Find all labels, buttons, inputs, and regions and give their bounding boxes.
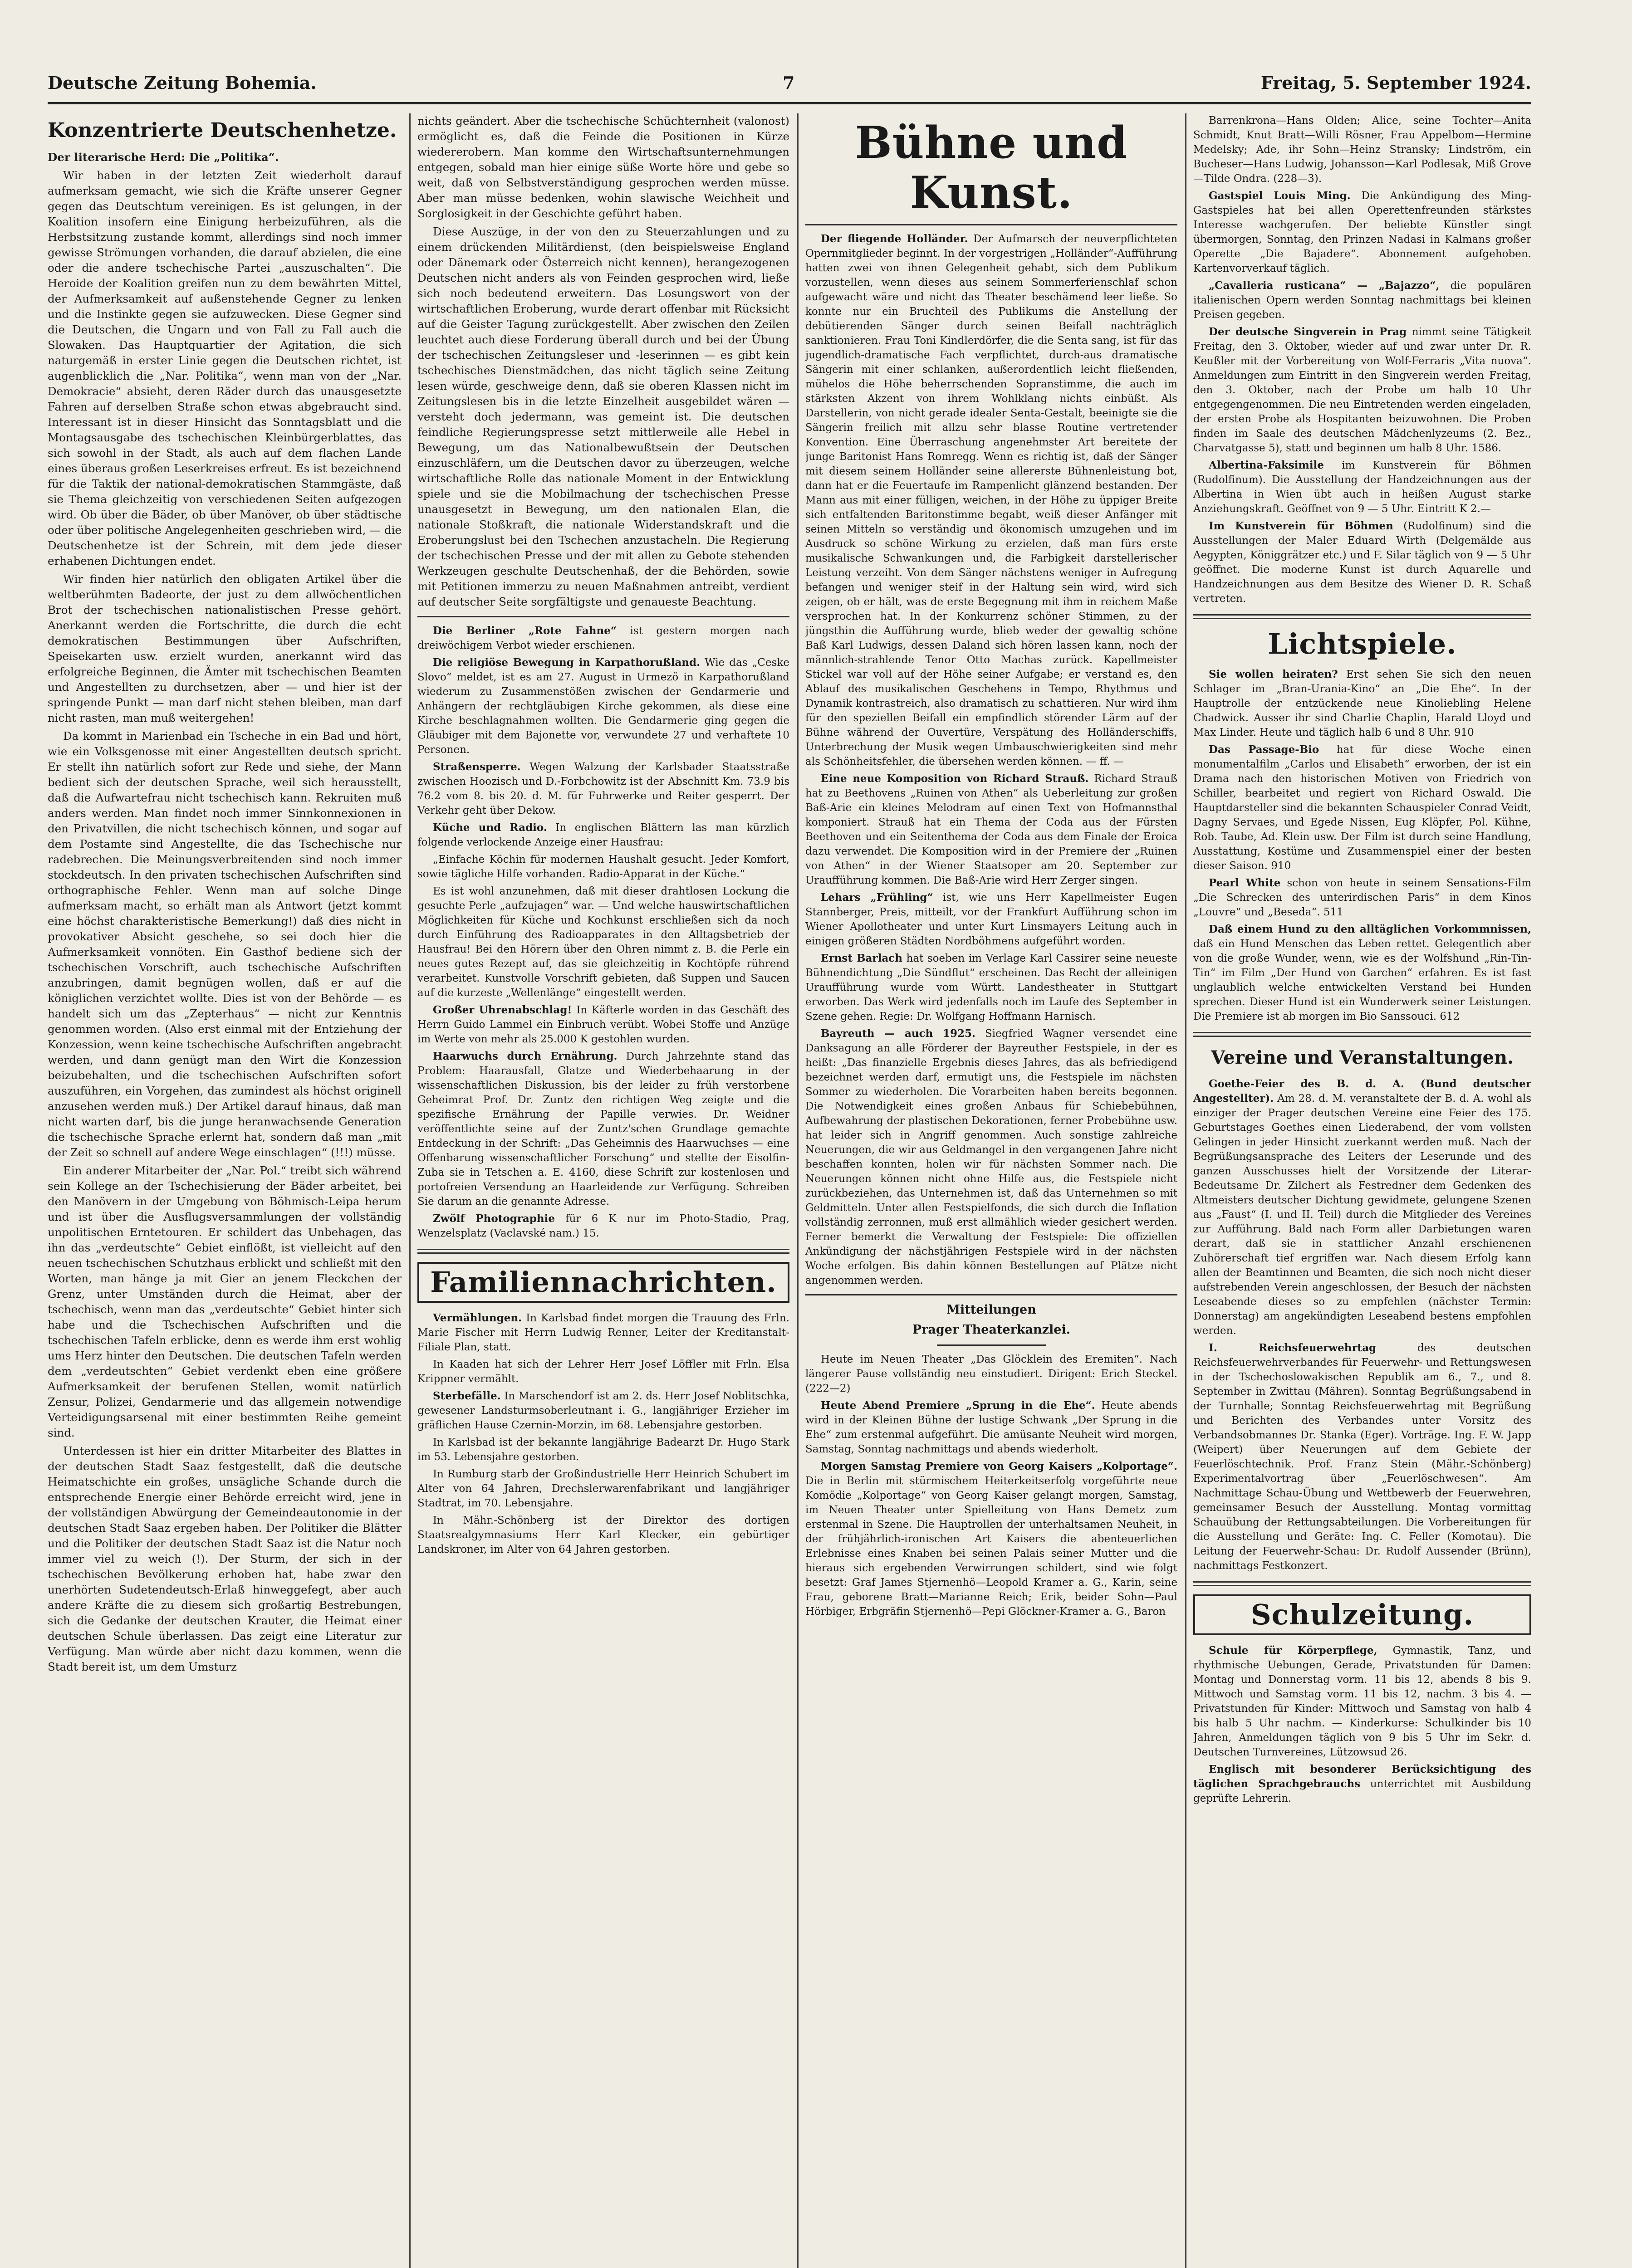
notice-paragraph (417, 1389, 789, 1432)
notice-lead: Daß einem Hund zu den alltäglichen Vorkommnissen, (1209, 923, 1531, 935)
masthead-title: Deutsche Zeitung Bohemia. (48, 73, 317, 93)
vereine-heading: Vereine und Veranstaltungen. (1211, 1047, 1514, 1068)
notice-text: schon von heute in seinem Sensations-Film „Die Schrecken des unterirdischen Paris“ in dem Kinos „Louvre“ und „Beseda“. 511 (1193, 877, 1531, 918)
notice-paragraph (805, 772, 1177, 888)
notice-paragraph (417, 884, 789, 1000)
notice-lead: Morgen Samstag Premiere von Georg Kaisers „Kolportage“. (821, 1460, 1177, 1472)
family-news-heading: Familiennachrichten. (417, 1262, 789, 1303)
notice-text: Durch Jahrzehnte stand das Problem: Haarausfall, Glatze und Wiederbehaarung in der wissenschaftlichen Diskussion, bis der leider zu früh verstorbene Geheimrat Prof. Dr. Zuntz den richtigen Weg zeigte und die spezifische Ernährung der Papille verwies. Dr. Weidner veröffentlichte seine auf der Zuntz'schen Grundlage gemachte Entdeckung in der Schrift: „Das Geheimnis des Haarwuchses — eine Offenbarung wissenschaftlicher Forschung“ und stellte der Eisolfin-Zuba sie in Tetschen a. E. 4160, diese Schrift zur kostenlosen und portofreien Versendung an Haarleidende zur Verfügung. Schreiben Sie darum an die genannte Adresse. (417, 1051, 789, 1207)
theatre-announcements-cont (1193, 113, 1531, 606)
notice-paragraph (805, 232, 1177, 769)
column-3 (805, 113, 1177, 2268)
notice-paragraph (1193, 1762, 1531, 1806)
notice-paragraph (417, 655, 789, 757)
notice-paragraph (1193, 279, 1531, 322)
notice-text: hat für diese Woche einen monumentalfilm „Carlos und Elisabeth“ erworben, der ist ein Drama nach den historischen Motiven von Friedrich von Schiller, bearbeitet und regiert von Richard Oswald. Die Hauptdarsteller sind die bekannten Schauspieler Conrad Veidt, Dagny Servaes, und Egede Nissen, Eug Klöpfer, Pol. Kühne, Rob. Taube, Ad. Klein usw. Der Film ist durch seine Handlung, Ausstattung, Kostüme und Zusammenspiel einer der besten dieser Saison. 910 (1193, 744, 1531, 872)
notice-text: nimmt seine Tätigkeit Freitag, den 3. Oktober, wieder auf und zwar unter Dr. R. Keußler mit der Vorbereitung von Wolf-Ferraris „Vita nuova“. Anmeldungen zum Eintritt in den Singverein werden Freitag, den 3. Oktober, nach der Probe um halb 10 Uhr entgegengenommen. Die neu Eintretenden werden eingeladen, der ersten Probe als Hospitanten beizuwohnen. Die Proben finden im Saale des deutschen Mädchenlyzeums (2. Bez., Charvatgasse 5), statt und beginnen um halb 8 Uhr. 1586. (1193, 326, 1531, 454)
article-paragraph: Da kommt in Marienbad ein Tscheche in ein Bad und hört, wie ein Volksgenosse mit einer Angestellten deutsch spricht. Er stellt ihn natürlich sofort zur Rede und siehe, der Mann bedient sich der deutschen Sprache, weil sich herausstellt, daß die Aufwartefrau nicht tschechisch kann. Rekruiten muß anders werden. Man findet noch immer Sinnkonnexionen in den Privatvillen, die nicht tschechisch können, und sogar auf dem Postamte sind Angestellte, die das Tschechische nur radebrechen. Die Meinungsverbreitenden sind noch immer stockdeutsch. In den privaten tschechischen Aufschriften sind orthographische Fehler. Wenn man auf solche Dinge aufmerksam macht, so erhält man als Antwort (jetzt kommt eine höchst charakteristische Bemerkung!) daß dies nicht in provokativer Absicht geschehe, so sei doch hier die Aufmerksamkeit vonnöten. Ein Gasthof bediene sich der tschechischen Vorschrift, auch tschechische Aufschriften anzubringen, damit begnügen wollen, daß er auf die königlichen verzichtet wollte. Dies ist von der Behörde — es handelt sich um das „Zepterhaus“ — nicht zur Kenntnis genommen worden. (Also erst einmal mit der Entziehung der Konzession, wenn keine tschechische Aufschriften angebracht werden, und dann genügt man den Wirt die Konzession beizubehalten, und die tschechischen Aufschriften sofort auszuführen, ein Vorgehen, das zumindest als höchst originell anzusehen werden muß.) Der Artikel darauf hinaus, daß man nicht warten darf, bis die junge heranwachsende Generation die tschechische Sprache erlernt hat, sondern daß man „mit der Zeit so schnell auf andere Wege einschlagen“ (!!!) müsse. (48, 729, 402, 1159)
notice-lead: Straßensperre. (433, 761, 521, 773)
notice-lead: Haarwuchs durch Ernährung. (433, 1050, 618, 1062)
notice-lead: „Cavalleria rusticana“ — „Bajazzo“, (1209, 279, 1440, 292)
prager-theaterkanzlei-heading: Prager Theaterkanzlei. (912, 1323, 1071, 1337)
notice-text: In Käfterle worden in das Geschäft des Herrn Guido Lammel ein Einbruch verübt. Wobei Stoffe und Anzüge im Werte von mehr als 25.000 K gestohlen wurden. (417, 1004, 789, 1045)
page-number: 7 (783, 73, 795, 93)
notice-text: In Karlsbad ist der bekannte langjährige Badearzt Dr. Hugo Stark im 53. Lebensjahre gestorben. (417, 1437, 789, 1463)
notice-paragraph (805, 1398, 1177, 1457)
article-paragraph: Ein anderer Mitarbeiter der „Nar. Pol.“ treibt sich während sein Kollege an der Tschechisierung der Bäder arbeitet, bei den Manövern in der Umgebung von Böhmisch-Leipa herum und ist über die Ausflugsversammlungen der vollständig unpolitischen Erntetouren. Er schildert das Unbehagen, das ihn das „verdeutschte“ Gebiet einflößt, ist vielleicht auf den neuen tschechischen Schutzhaus erblickt und schließt mit den Worten, man hänge ja mit Gier an jenem Fleckchen der Grenz, unter Umständen durch die Heimat, aber der tschechisch, wenn man das „verdeutschte“ Gebiet hinter sich habe und die Tschechischen Aufschriften und die tschechischen Tafeln erblicke, denn es werde ihm erst wohlig ums Herz hinter den Deutschen. Die deutschen Tafeln werden dem „verdeutschten“ Gebiet verdenkt eben eine größere Aufmerksamkeit der berufenen Stellen, womit natürlich Zensur, Polizei, Gendarmerie und das allgemein notwendige Verteidigungsarsenal mit einer bestimmten Reihe gemeint sind. (48, 1164, 402, 1439)
notice-paragraph (805, 890, 1177, 948)
notice-lead: Lehars „Frühling“ (821, 891, 933, 904)
notice-paragraph (417, 1357, 789, 1386)
notice-text: Erst sehen Sie sich den neuen Schlager im „Bran-Urania-Kino“ an „Die Ehe“. In der Hauptrolle der entzückende neue Kinoliebling Helene Chadwick. Ausser ihr sind Charlie Chaplin, Harald Lloyd und Max Linder. Heute und täglich halb 6 und 8 Uhr. 910 (1193, 669, 1531, 738)
notice-paragraph (1193, 1643, 1531, 1760)
notice-lead: Küche und Radio. (433, 821, 547, 834)
notice-paragraph (1193, 1077, 1531, 1338)
notice-lead: Großer Uhrenabschlag! (433, 1004, 572, 1016)
notice-text: ist, wie uns Herr Kapellmeister Eugen Stannberger, Preis, mitteilt, vor der Frankfurt Aufführung schon im Wiener Apollotheater und unter Kurt Linsmayers Leitung auch in einigen größeren Städten Nordböhmens aufgeführt worden. (805, 892, 1177, 947)
notice-text: In Rumburg starb der Großindustrielle Herr Heinrich Schubert im Alter von 64 Jahren, Drechslerwarenfabrikant und langjähriger Stadtrat, im 70. Lebensjahre. (417, 1468, 789, 1509)
notice-paragraph (1193, 743, 1531, 873)
notice-paragraph (417, 1435, 789, 1464)
notice-paragraph (417, 1003, 789, 1046)
notice-text: ist gestern morgen nach dreiwöchigem Verbot wieder erschienen. (417, 625, 789, 651)
column-divider (409, 113, 411, 2268)
mitteilungen-heading: Mitteilungen (946, 1303, 1036, 1317)
family-news (417, 1311, 789, 1557)
divider (1193, 614, 1531, 619)
notice-paragraph (1193, 876, 1531, 919)
notice-text: unterrichtet mit Ausbildung geprüfte Lehrerin. (1193, 1778, 1531, 1804)
article-paragraph: Unterdessen ist hier ein dritter Mitarbeiter des Blattes in der deutschen Stadt Saaz festgestellt, daß die deutsche Heimatschichte ein großes, unsägliche Schande durch die entsprechende Energie einer Behörde erreicht wird, jene in der vollständigen Abwürgung der Gemeindeautonomie in der deutschen Stadt Saaz ergeben haben. Der Politiker die Blätter und die Politiker der deutschen Stadt Saaz ist die Natur noch immer viel zu weich (!). Der Sturm, der sich in der tschechischen Bevölkerung erhoben hat, habe zwar den unerhörten Sudetendeutsch-Erlaß hinweggefegt, aber auch andere Kräfte die zu diesem sich großartig Bestrebungen, sich die Gedanke der deutschen Krauter, die Heimat einer deutschen Schule überlassen. Das zeigt eine Literatur zur Verfügung. Man würde aber nicht dazu kommen, wenn die Stadt bereit ist, um dem Umsturz (48, 1444, 402, 1673)
notice-text: die populären italienischen Opern werden Sonntag nachmittags bei kleinen Preisen gegeben. (1193, 280, 1531, 321)
notice-text: Die Ankündigung des Ming-Gastspieles hat bei allen Operettenfreunden stärkstes Interesse wachgerufen. Der beliebte Künstler singt übermorgen, Sonntag, den Prinzen Nadasi in Kalmans großer Operette „Die Bajadere“. Abonnement aufgehoben. Kartenvorverkauf täglich. (1193, 190, 1531, 274)
notice-paragraph (417, 821, 789, 850)
article-paragraph: nichts geändert. Aber die tschechische Schüchternheit (valonost) ermöglicht es, daß die Feinde die Positionen in Kürze wiedererobern. Man komme den Wirtschaftsunternehmungen entgegen, sobald man hier einige süße Worte höre und gebe so weit, daß von Selbstverständigung gesprochen werden müsse. Aber man müsse bedenken, wohin slawische Weichheit und Sorglosigkeit in der Geschichte geführt haben. (417, 114, 789, 220)
notice-text: Die in Berlin mit stürmischem Heiterkeitserfolg vorgeführte neue Komödie „Kolportage“ von Georg Kaiser gelangt morgen, Samstag, im Neuen Theater unter Spielleitung von Hans Demetz zum erstenmal in Szene. Die Hauptrollen der unterhaltsamen Neuheit, in der frühjährlich-ironischen Art Kaisers die abenteuerlichen Erlebnisse eines Knaben bei seinen Palais seiner Mutter und die hieraus sich ergebenden Verwirrungen schildert, sind wie folgt besetzt: Graf James Stjernenhö—Leopold Kramer a. G., Karin, seine Frau, geborene Bratt—Marianne Reich; Erik, beider Sohn—Paul Hörbiger, Erbgräfin Stjernenhö—Pepi Glöckner-Kramer a. G., Baron (805, 1475, 1177, 1618)
cinema-notes (1193, 667, 1531, 1024)
notice-text: Wegen Walzung der Karlsbader Staatsstraße zwischen Hoozisch und D.-Forbchowitz ist der Abschnitt Km. 73.9 bis 76.2 vom 8. bis 20. d. M. für Fuhrwerke und Reiter gesperrt. Der Verkehr geht über Dekow. (417, 761, 789, 816)
article-headline: Konzentrierte Deutschenhetze. (48, 119, 397, 142)
notice-text: „Einfache Köchin für modernen Haushalt gesucht. Jeder Komfort, sowie tägliche Hilfe vorhanden. Radio-Apparat in der Küche.“ (417, 854, 789, 880)
column-divider (797, 113, 799, 2268)
column-1 (48, 113, 402, 2268)
notice-lead: Vermählungen. (433, 1312, 522, 1324)
notice-lead: Sterbefälle. (433, 1390, 501, 1402)
notice-text: Richard Strauß hat zu Beethovens „Ruinen von Athen“ als Ueberleitung zur großen Baß-Arie ein kleines Melodram auf einen Text von Hofmannsthal komponiert. Strauß hat ein Thema der Coda aus der Fürsten Beethoven und ein Seitenthema der Coda aus dem Finale der Eroica dazu verwendet. Die Komposition wird in der Premiere der „Ruinen von Athen“ in der Wiener Staatsoper am 20. September zur Uraufführung kommen. Die Baß-Arie wird Herr Zerger singen. (805, 773, 1177, 886)
divider (1193, 1581, 1531, 1586)
notice-text: Gymnastik, Tanz, und rhythmische Uebungen, Gerade, Privatstunden für Damen: Montag und Donnerstag vorm. 11 bis 12, abends 8 bis 9. Mittwoch und Samstag vorm. 11 bis 12, nachm. 3 bis 4. — Privatstunden für Kinder: Mittwoch und Samstag von halb 4 bis halb 5 Uhr nachm. — Kinderkurse: Schulkinder bis 10 Jahren, Anmeldungen täglich von 9 bis 5 Uhr im Sekr. d. Deutschen Turnvereines, Lützowsud 26. (1193, 1645, 1531, 1758)
notice-paragraph (417, 852, 789, 881)
notice-text: Heute abends wird in der Kleinen Bühne der lustige Schwank „Der Sprung in die Ehe“ zum erstenmal aufgeführt. Die amüsante Neuheit wird morgen, Samstag, Sonntag nachmittags und abends wiederholt. (805, 1400, 1177, 1455)
divider (805, 1294, 1177, 1295)
notice-lead: Gastspiel Louis Ming. (1209, 190, 1351, 202)
notice-lead: Bayreuth — auch 1925. (821, 1027, 976, 1040)
notice-text: für 6 K nur im Photo-Stadio, Prag, Wenzelsplatz (Vaclavské nam.) 15. (417, 1213, 789, 1239)
notice-lead: Im Kunstverein für Böhmen (1209, 520, 1393, 532)
notice-text: des deutschen Reichsfeuerwehrverbandes für Feuerwehr- und Rettungswesen in der Tschechoslowakischen Republik am 6., 7., und 8. September in Zwittau (Mähren). Sonntag Begrüßungsabend in der Turnhalle; Sonntag Reichsfeuerwehrtag mit Begrüßung und Berichten des Verbandes unter Vorsitz des Verbandsobmannes Dr. Stanka (Eger). Vorträge. Ing. F. W. Japp (Weipert) über Neuerungen auf dem Gebiete der Feuerlöschtechnik. Prof. Franz Stein (Mähr.-Schönberg) Experimentalvortrag über „Feuerlöschwesen“. Am Nachmittage Schau-Übung und Wettbewerb der Feuerwehren, gemeinsamer Besuch der Ausstellung. Montag vormittag Schauübung der Rettungsabteilungen. Die Vorbereitungen für die Ausstellung und Geräte: Ing. C. Feller (Komotau). Die Leitung der Feuerwehr-Schau: Dr. Rudolf Aussender (Brünn), nachmittags Festkonzert. (1193, 1342, 1531, 1572)
column-divider (1185, 113, 1186, 2268)
notice-paragraph (1193, 519, 1531, 606)
association-notes (1193, 1077, 1531, 1573)
notice-lead: Eine neue Komposition von Richard Strauß. (821, 772, 1089, 785)
notice-text: Heute im Neuen Theater „Das Glöcklein des Eremiten“. Nach längerer Pause vollständig neu einstudiert. Dirigent: Erich Steckel. (222—2) (805, 1354, 1177, 1394)
theatre-notes (805, 232, 1177, 1288)
notice-paragraph (417, 1311, 789, 1354)
notice-text: In Karlsbad findet morgen die Trauung des Frln. Marie Fischer mit Herrn Ludwig Renner, Leiter der Kreditanstalt-Filiale Plan, statt. (417, 1312, 789, 1353)
divider (417, 616, 789, 617)
notice-paragraph (1193, 667, 1531, 740)
theatre-announcements (805, 1352, 1177, 1619)
notice-text: hat soeben im Verlage Karl Cassirer seine neueste Bühnendichtung „Die Sündflut“ erscheinen. Das Recht der alleinigen Uraufführung wurde vom Württ. Landestheater in Stuttgart erworben. Das Werk wird jedenfalls noch im Laufe des September in Szene gehen. Regie: Dr. Wolfgang Hoffmann Harnisch. (805, 953, 1177, 1022)
notice-text: Es ist wohl anzunehmen, daß mit dieser drahtlosen Lockung die gesuchte Perle „aufzujagen“ war. — Und welche hauswirtschaftlichen Möglichkeiten für Küche und Kochkunst erschließen sich da noch durch Einführung des Radioapparates in den Alltagsbetrieb der Hausfrau! Bei den Hörern über den Ohren nimmt z. B. die Perle ein neues gutes Rezept auf, das sie gleichzeitig in Kochtöpfe rührend verarbeitet. Kunstvolle Vorschrift gebieten, daß Suppen und Saucen auf die kurzeste „Wellenlänge“ eingestellt werden. (417, 885, 789, 999)
divider (805, 224, 1177, 225)
masthead-rule (48, 102, 1531, 104)
notice-lead: Englisch mit besonderer Berücksichtigung des täglichen Sprachgebrauchs (1193, 1763, 1531, 1790)
notice-lead: Das Passage-Bio (1209, 743, 1319, 756)
column-2 (417, 113, 789, 2268)
article-paragraph: Wir finden hier natürlich den obligaten Artikel über die weltberühmten Badeorte, der just zu dem allwöchentlichen Brot der tschechischen nationalistischen Presse gehört. Anerkannt werden die Fortschritte, die durch die echt demokratischen Bestimmungen über Aufschriften, Speisekarten usw. erzielt wurden, anerkannt wird das erfolgreiche Beginnen, die Ämter mit tschechischen Beamten und Angestellten zu durchsetzen, aber — und hier ist der springende Punkt — man darf nicht stehen bleiben, man darf nicht rasten, man muß weitergehen! (48, 572, 402, 724)
notice-paragraph (805, 1459, 1177, 1619)
notice-lead: Ernst Barlach (821, 952, 903, 964)
notice-text: Siegfried Wagner versendet eine Danksagung an alle Förderer der Bayreuther Festspiele, in der es heißt: „Das finanzielle Ergebnis dieses Jahres, das als befriedigend bezeichnet werden darf, ermutigt uns, die Festspiele im nächsten Sommer zu wiederholen. Die Vorarbeiten haben bereits begonnen. Die Notwendigkeit eines großen Anbaus für Schiebebühnen, Aufbewahrung der plastischen Dekorationen, ferner Probebühne usw. hat leider sich in Angriff genommen. Auch sonstige zahlreiche Neuerungen, die wir aus Geldmangel in den vergangenen Jahre nicht beschaffen konnten, holen wir für nächsten Sommer nach. Die Neuerungen können nicht ohne Hilfe aus, die Festspiele nicht zurückbeziehen, das Unternehmen ist, daß das Unternehmen so mit Geldmitteln. Unter allen Festspielfonds, die sich durch die Inflation vollständig zerronnen, muß erst allmählich wieder gesichert werden. Ferner bemerkt die Verwaltung der Festspiele: Die offiziellen Ankündigung der nächstjährigen Festspiele wird in der nächsten Woche erfolgen. Bis dahin können Bestellungen auf Plätze nicht angenommen werden. (805, 1028, 1177, 1286)
notice-lead: Der fliegende Holländer. (821, 233, 968, 245)
section-heading-buehne: Bühne und Kunst. (855, 117, 1128, 218)
notice-lead: Die Berliner „Rote Fahne“ (433, 625, 617, 637)
notice-paragraph (1193, 922, 1531, 1024)
notice-paragraph (417, 1467, 789, 1510)
article-paragraph: Diese Auszüge, in der von den zu Steuerzahlungen und zu einem drückenden Militärdienst, (den beispielsweise England oder Dänemark oder Österreich nicht kennen), herangezogenen Deutschen nicht anders als von Feinden gesprochen wird, ließe sich noch bedeutend erweitern. Das Losungswort von der wirtschaftlichen Eroberung, wurde derart offenbar mit Rücksicht auf die Geister Tagung zurückgestellt. Aber zwischen den Zeilen leuchtet auch diese Forderung überall durch und bei der Übung der tschechischen Zeitungsleser und -leserinnen — es gibt kein tschechisches Dienstmädchen, das nicht täglich seine Zeitung lesen würde, geschweige denn, daß sie oberen Klassen nicht im Zeitungslesen bis in die letzte Einzelheit ausgebildet wären — versteht doch jedermann, was gemeint ist. Die deutschen feindliche Regierungspresse setzt mittlerweile alle Hebel in Bewegung, um das Nationalbewußtsein der Deutschen einzuschläfern, um die Deutschen davor zu überzeugen, welche wirtschaftliche Rolle das nationale Moment in der Entwicklung spiele und sie die Mobilmachung der tschechischen Presse unausgesetzt in Bewegung, um den nationalen Elan, die nationale Stoßkraft, die nationale Widerstandskraft und die Eroberungslust bei den Tschechen anzustacheln. Die Regierung der tschechischen Presse und der mit allen zu Gebote stehenden Werkzeugen geschulte Deutschenhaß, der die Behörden, sowie mit Petitionen immerzu zu neuen Maßnahmen antreibt, verdient auf deutscher Seite sorgfältigste und genaueste Beachtung. (417, 225, 789, 608)
notice-lead: Albertina-Faksimile (1209, 459, 1324, 471)
news-notes (417, 624, 789, 1241)
notice-lead: Die religiöse Bewegung in Karpathorußland. (433, 656, 701, 669)
notice-text: In englischen Blättern las man kürzlich folgende verlockende Anzeige einer Hausfrau: (417, 822, 789, 848)
notice-paragraph (417, 760, 789, 818)
notice-text: In Marschendorf ist am 2. ds. Herr Josef Noblitschka, gewesener Landsturmsoberleutnant i. G., langjähriger Erzieher im gräflichen Hause Czernin-Morzin, im 68. Lebensjahre gestorben. (417, 1390, 789, 1431)
notice-paragraph (1193, 113, 1531, 186)
column-4 (1193, 113, 1531, 2268)
masthead-date: Freitag, 5. September 1924. (1260, 73, 1531, 93)
notice-text: (Rudolfinum) sind die Ausstellungen der Maler Eduard Wirth (Delgemälde aus Aegypten, Königgrätzer etc.) und F. Silar täglich von 9 — 5 Uhr geöffnet. Die moderne Kunst ist durch Aquarelle und Handzeichnungen aus dem Besitze des Wiener D. R. Schaß vertreten. (1193, 520, 1531, 605)
notice-text: im Kunstverein für Böhmen (Rudolfinum). Die Ausstellung der Handzeichnungen aus der Albertina in Wien übt auch in heißen August starke Anziehungskraft. Geöffnet von 9 — 5 Uhr. Eintritt K 2.— (1193, 459, 1531, 515)
notice-paragraph (417, 1049, 789, 1209)
notice-text: In Mähr.-Schönberg ist der Direktor des dortigen Staatsrealgymnasiums Herr Karl Klecker, ein gebürtiger Landskroner, im Alter von 64 Jahren gestorben. (417, 1515, 789, 1555)
notice-lead: Der deutsche Singverein in Prag (1209, 326, 1407, 338)
masthead (48, 73, 1531, 100)
lichtspiele-heading: Lichtspiele. (1268, 627, 1457, 660)
notice-text: Am 28. d. M. veranstaltete der B. d. A. wohl als einziger der Prager deutschen Vereine eine Feier des 175. Geburtstages Goethes einen Liederabend, der vom vollsten Gelingen in jeder Hinsicht zuerkannt werden muß. Nach der Begrüßungsansprache des Leiters der Leserunde und des ganzen Ausschusses hielt der Vorsitzende der Literar-Bedeutsame Dr. Zilchert als Festredner dem Gedenken des Altmeisters deutscher Dichtung gewidmete, gelungene Szenen aus „Faust“ (I. und II. Teil) durch die Mitglieder des Vereines zur Aufführung. Bald nach Form aller Darbietungen waren derart, daß sie in stattlicher Anzahl erschienenen Zuhörerschaft tief ergriffen war. Nach diesem Erfolg kann allen der Beamtinnen und Beamten, die sich noch nicht dieser aufstrebenden Verein angeschlossen, der Besuch der nächsten Leseabende dieses so zu empfehlen (nächster Termin: Donnerstag) am angekündigten Leseabend bestens empfohlen werden. (1193, 1093, 1531, 1337)
divider (937, 1344, 1046, 1346)
notice-lead: Schule für Körperpflege, (1209, 1644, 1377, 1657)
notice-lead: Goethe-Feier des B. d. A. (Bund deutscher Angestellter). (1193, 1078, 1531, 1105)
notice-text: daß ein Hund Menschen das Leben rettet. Gelegentlich aber von die große Wunder, wenn, wie es der Wolfshund „Rin-Tin-Tin“ im Film „Der Hund von Garchen“ erfahren. Es ist fast unglaublich welche entwickelten Verstand bei Hunden sprechen. Dieser Hund ist ein Wunderwerk seiner Leistungen. Die Premiere ist ab morgen im Bio Sanssouci. 612 (1193, 938, 1531, 1022)
notice-text: In Kaaden hat sich der Lehrer Herr Josef Löffler mit Frln. Elsa Krippner vermählt. (417, 1359, 789, 1385)
notice-paragraph (805, 1026, 1177, 1288)
notice-paragraph (805, 951, 1177, 1024)
divider (417, 1249, 789, 1254)
notice-paragraph (417, 1513, 789, 1557)
notice-lead: Sie wollen heiraten? (1209, 668, 1338, 680)
notice-text: Wie das „Ceske Slovo“ meldet, ist es am 27. August in Urmezö in Karpathorußland wiederum zu Zusammenstößen zwischen der Gendarmerie und Anhängern der rechtgläubigen Kirche gekommen, als diese eine Kirche beschlagnahmen wollten. Die Gendarmerie ging gegen die Gläubiger mit dem Bajonette vor, verwundete 27 und verhaftete 10 Personen. (417, 657, 789, 756)
notice-paragraph (417, 624, 789, 653)
notice-paragraph (1193, 458, 1531, 516)
divider (1193, 1032, 1531, 1037)
notice-paragraph (1193, 189, 1531, 276)
notice-lead: Heute Abend Premiere „Sprung in die Ehe“. (821, 1399, 1095, 1412)
notice-paragraph (1193, 325, 1531, 455)
school-notes (1193, 1643, 1531, 1806)
article-subhead: Der literarische Herd: Die „Politika“. (48, 151, 279, 164)
article-paragraph: Wir haben in der letzten Zeit wiederholt darauf aufmerksam gemacht, wie sich die Kräfte unserer Gegner gegen das Deutschtum vereinigen. Es ist gelungen, in der Koalition insofern eine Einigung herbeizuführen, als die Herbstsitzung zustande kommt, allerdings sind noch immer gewisse Strömungen vorhanden, die darauf abzielen, die eine oder die andere tschechische Partei „auszuschalten“. Die Heroide der Koalition greifen nun zu dem bewährten Mittel, der Aufmerksamkeit auf außenstehende Gegner zu lenken und die Instinkte gegen sie aufzuwecken. Diese Gegner sind die Deutschen, die Ungarn und von Fall zu Fall auch die Slowaken. Das Hauptquartier der Agitation, die sich naturgemäß in erster Linie gegen die Deutschen richtet, ist augenblicklich die „Nar. Politika“, wenn man von der „Nar. Demokracie“ absieht, deren Räder durch das unausgesetzte Fahren auf derselben Straße schon etwas abgebraucht sind. Interessant ist in dieser Hinsicht das Sonntagsblatt und die Montagsausgabe des tschechischen Kleinbürgerblattes, das sich sowohl in der Stadt, als auch auf dem flachen Lande eines überaus großen Leserkreises erfreut. Es ist bezeichnend für die Taktik der national-demokratischen Stammgäste, daß sie Thema gleichzeitig von verschiedenen Seiten aufgezogen wird. Ob über die Bäder, ob über Manöver, ob über städtische oder über politische Angelegenheiten geschrieben wird, — die Deutschenhetze ist der Schrein, mit dem jede dieser erhabenen Dichtungen endet. (48, 169, 402, 567)
notice-paragraph (417, 1212, 789, 1241)
notice-lead: I. Reichsfeuerwehrtag (1209, 1342, 1377, 1354)
notice-text: Der Aufmarsch der neuverpflichteten Opernmitglieder beginnt. In der vorgestrigen „Holländer“-Aufführung hatten zwei von ihnen Gelegenheit gehabt, sich dem Publikum vorzustellen, wenn dieses aus seinem Sommerferienschlaf schon aufgewacht wäre und nicht das Theater beschämend leer ließe. So konnte nur ein Bruchteil des Publikums die Anstellung der debütierenden Sänger durch seinen Beifall nachträglich sanktionieren. Frau Toni Kindlerdörfer, die die Senta sang, ist für das jugendlich-dramatische Fach verpflichtet, durch-aus dramatische Sängerin mit einer schlanken, außerordentlich leicht fließenden, mühelos die Höhe beherrschenden Sopranstimme, die auch im stärksten Akzent von ihrem Wohlklang nichts einbüßt. Als Darstellerin, von nicht gerade idealer Senta-Gestalt, beeinigte sie die Sängerin freilich mit allzu sehr blasse Routine vertretender Konvention. Eine Überraschung angenehmster Art bereitete der junge Baritonist Hans Romregg. Wenn es richtig ist, daß der Sänger mit diesem seinem Holländer seine allererste Bühnenleistung bot, dann hat er die Feuertaufe im Rampenlicht glänzend bestanden. Der Mann aus mit einer fülligen, weichen, in der Höhe zu üppiger Breite sich entfaltenden Baritonstimme begabt, weiß dieser Anfänger mit seinen Mitteln so verständig und ökonomisch umzugehen und im Ausdruck so schöne Wirkung zu erzielen, daß man fürs erste musikalische Schwankungen und, die Farbigkeit darstellerischer Leistung verzeiht. Von dem Sänger nächstens weniger in Aufregung befangen und weniger steif in der Haltung sein wird, wird sich zeigen, ob er hält, was de erste Begegnung mit ihm in reichem Maße versprochen hat. In der Konkurrenz schöner Stimmen, zu der jüngsthin die Aufführung wurde, blieb weder der gewaltig schöne Baß Karl Ludwigs, dessen Daland sich hören lassen kann, noch der männlich-strahlende Tenor Otto Machas zurück. Kapellmeister Stickel war voll auf der Höhe seiner Aufgabe; er verstand es, den Ablauf des musikalischen Geschehens in Tempo, Rhythmus und Dynamik kontrastreich, also dramatisch zu schattieren. Nur wird ihm für den speziellen Beifall ein empfindlich störender Lärm auf der Bühne während der Ouvertüre, Verspätung des Holländerschiffs, Unterbrechung der Musik wegen Umbauschwierigkeiten sind mehr als Schönheitsfehler, die übersehen werden können. — ff. — (805, 233, 1177, 767)
notice-paragraph (805, 1352, 1177, 1396)
schulzeitung-heading: Schulzeitung. (1193, 1594, 1531, 1635)
notice-text: Barrenkrona—Hans Olden; Alice, seine Tochter—Anita Schmidt, Knut Bratt—Willi Rösner, Frau Appelbom—Hermine Medelsky; Ade, ihr Sohn—Heinz Stransky; Lindström, ein Bucheser—Hans Ludwig, Johansson—Karl Podlesak, Miß Grove—Tilde Ondra. (228—3). (1193, 115, 1531, 185)
notice-lead: Zwölf Photographie (433, 1212, 555, 1225)
notice-paragraph (1193, 1341, 1531, 1573)
notice-lead: Pearl White (1209, 877, 1281, 889)
